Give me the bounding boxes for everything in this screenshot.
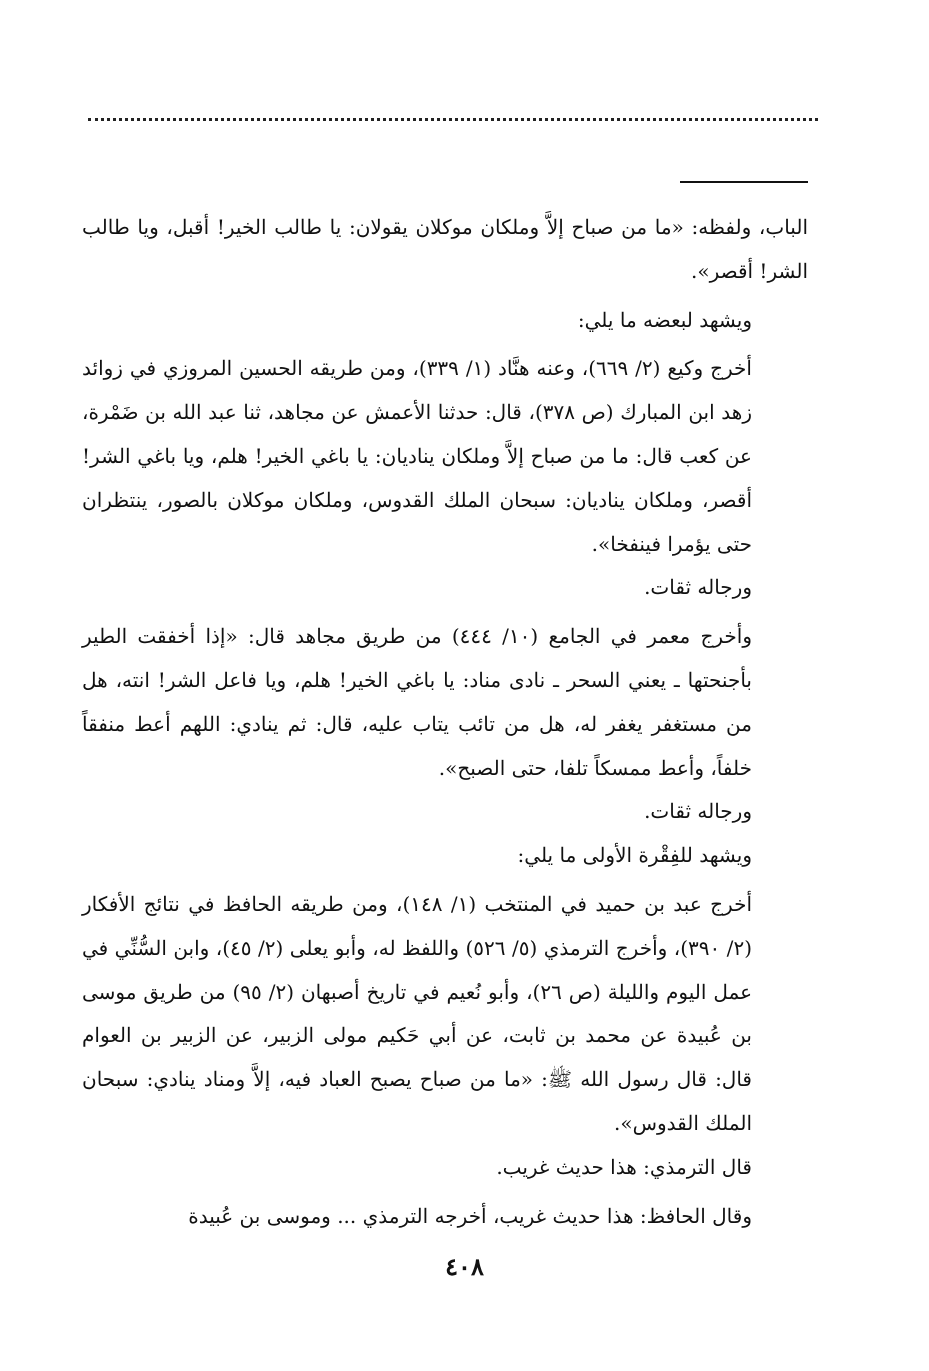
paragraph: ويشهد للفِقْرة الأولى ما يلي: [517,843,752,868]
paragraph: وقال الحافظ: هذا حديث غريب، أخرجه الترمذي ... وموسى بن عُبيدة [188,1203,752,1228]
paragraph: وأخرج معمر في الجامع (١٠/ ٤٤٤) من طريق مجاهد قال: «إذا أخفقت الطير بأجنحتها ـ يعني السحر ـ نادى مناد: يا باغي الخير! هلم، ويا فاعل الشر! انته، هل من مستغفر يغفر له، هل من تائب يتاب عليه، قال: ثم ينادي: اللهم أعط منفقاً خلفاً، وأعط ممسكاً تلفا، حتى الصبح». [82,624,752,780]
paragraph: الباب، ولفظه: «ما من صباح إلاَّ وملكان موكلان يقولان: يا طالب الخير! أقبل، ويا طالب الشر! أقصر». [82,215,808,283]
page-number: ٤٠٨ [445,1252,484,1281]
paragraph: ورجاله ثقات. [644,799,752,824]
footnote-text [82,206,808,1238]
footnote-rule [680,181,808,183]
paragraph: ورجاله ثقات. [644,575,752,600]
paragraph: ويشهد لبعضه ما يلي: [577,307,752,332]
paragraph: قال الترمذي: هذا حديث غريب. [496,1154,752,1179]
dotted-separator [88,118,818,121]
paragraph: أخرج عبد بن حميد في المنتخب (١/ ١٤٨)، ومن طريقه الحافظ في نتائج الأفكار (٢/ ٣٩٠)، وأخرج الترمذي (٥/ ٥٢٦) واللفظ له، وأبو يعلى (٢/ ٤٥)، وابن السُّنِّي في عمل اليوم والليلة (ص ٢٦)، وأبو نُعيم في تاريخ أصبهان (٢/ ٩٥) من طريق موسى بن عُبيدة عن محمد بن ثابت، عن أبي حَكيم مولى الزبير، عن الزبير بن العوام قال: قال رسول الله ﷺ: «ما من صباح يصبح العباد فيه، إلاَّ ومناد ينادي: سبحان الملك القدوس». [82,891,753,1135]
paragraph: أخرج وكيع (٢/ ٦٦٩)، وعنه هنَّاد (١/ ٣٣٩)، ومن طريقه الحسين المروزي في زوائد زهد ابن المبارك (ص ٣٧٨)، قال: حدثنا الأعمش عن مجاهد، ثنا عبد الله بن ضَمْرة، عن كعب قال: ما من صباح إلاَّ وملكان يناديان: يا باغي الخير! هلم، ويا باغي الشر! أقصر، وملكان يناديان: سبحان الملك القدوس، وملكان موكلان بالصور، ينتظران حتى يؤمرا فينفخا». [82,356,753,556]
